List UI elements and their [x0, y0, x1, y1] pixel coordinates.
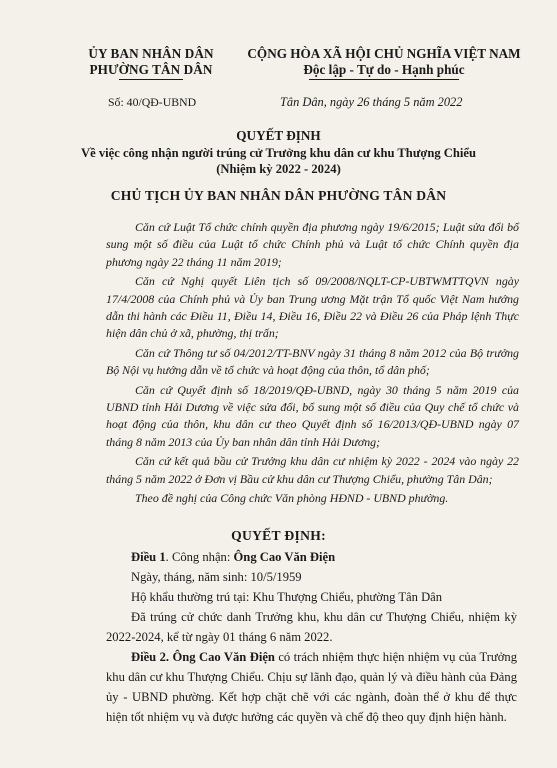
- legal-basis: Theo đề nghị của Công chức Văn phòng HĐND - UBND phường.: [135, 491, 449, 506]
- document-subject: [0, 145, 557, 177]
- document-title: QUYẾT ĐỊNH: [236, 128, 321, 143]
- legal-basis: Căn cứ Thông tư số 04/2012/TT-BNV ngày 31 tháng 8 năm 2012 của Bộ trưởng Bộ Nội vụ hướng dẫn về tổ chức và hoạt động của thôn, tổ dân phố;: [106, 345, 519, 378]
- legal-bases: [106, 219, 519, 510]
- national-motto: [238, 46, 530, 80]
- legal-basis: Căn cứ Nghị quyết Liên tịch số 09/2008/NQLT-CP-UBTWMTTQVN ngày 17/4/2008 của Chính phủ và Ủy ban Trung ương Mặt trận Tổ quốc Việt Nam hướng dẫn thi hành các Điều 11, Điều 14, Điều 16, Điều 22 và Điều 26 của Pháp lệnh Thực hiện dân chủ ở xã, phường, thị trấn;: [106, 274, 519, 341]
- place-date: Tân Dân, ngày 26 tháng 5 năm 2022: [280, 95, 463, 109]
- article-2-name: Ông Cao Văn Điện: [172, 650, 275, 664]
- appointee-elected: Đã trúng cử chức danh Trưởng khu, khu dân cư Thượng Chiểu, nhiệm kỳ 2022-2024, kể từ ngày 01 tháng 6 năm 2022.: [106, 610, 517, 644]
- authority-heading: CHỦ TỊCH ỦY BAN NHÂN DÂN PHƯỜNG TÂN DÂN: [110, 188, 447, 203]
- article-2-sep: .: [165, 650, 173, 664]
- subject-line-1: Về việc công nhận người trúng cử Trưởng khu dân cư khu Thượng Chiểu: [81, 146, 476, 160]
- issuing-authority: [58, 46, 244, 80]
- articles: [106, 547, 517, 727]
- motto: Độc lập - Tự do - Hạnh phúc: [303, 62, 465, 77]
- decision-heading: QUYẾT ĐỊNH:: [231, 528, 326, 543]
- nation-name: CỘNG HÒA XÃ HỘI CHỦ NGHĨA VIỆT NAM: [247, 46, 521, 61]
- article-2-label: Điều 2: [131, 650, 166, 664]
- org-line-1: ỦY BAN NHÂN DÂN: [88, 46, 214, 61]
- legal-basis: Căn cứ kết quả bầu cử Trưởng khu dân cư nhiệm kỳ 2022 - 2024 vào ngày 22 tháng 5 năm 2022 ở Đơn vị Bầu cử khu dân cư Thượng Chiểu, phường Tân Dân;: [106, 454, 519, 486]
- article-2-text: có trách nhiệm thực hiện nhiệm vụ của Trưởng khu dân cư khu Thượng Chiểu. Chịu sự lãnh đạo, quản lý và điều hành của Đảng ủy - UBND phường. Kết hợp chặt chẽ với các ngành, đoàn thể ở khu để thực hiện tốt nhiệm vụ và được hưởng các quyền và chế độ theo quy định hiện hành.: [106, 650, 518, 724]
- document-header: [0, 46, 557, 126]
- legal-basis: Căn cứ Quyết định số 18/2019/QĐ-UBND, ngày 30 tháng 5 năm 2019 của UBND tỉnh Hải Dương về việc sửa đổi, bổ sung một số điều của Quy chế tổ chức và hoạt động của thôn, khu dân cư theo Quyết định số 16/2013/QĐ-UBND ngày 07 tháng 8 năm 2013 của Ủy ban nhân dân tỉnh Hải Dương;: [106, 382, 519, 449]
- document-number: Số: 40/QĐ-UBND: [108, 95, 197, 109]
- appointee-residence: Hộ khẩu thường trú tại: Khu Thượng Chiểu, phường Tân Dân: [131, 590, 443, 604]
- subject-line-2: (Nhiệm kỳ 2022 - 2024): [216, 162, 341, 176]
- article-1-intro-text: . Công nhận:: [165, 550, 234, 564]
- appointee-dob: Ngày, tháng, năm sinh: 10/5/1959: [131, 570, 302, 584]
- org-line-2: PHƯỜNG TÂN DÂN: [89, 62, 213, 77]
- legal-basis: Căn cứ Luật Tổ chức chính quyền địa phương ngày 19/6/2015; Luật sửa đổi bổ sung một số điều của Luật tổ chức Chính phủ và Luật tổ chức Chính quyền địa phương ngày 22 tháng 11 năm 2019;: [106, 220, 519, 269]
- org-underline: [119, 79, 183, 80]
- appointee-name: Ông Cao Văn Điện: [233, 550, 336, 564]
- motto-underline: [309, 79, 459, 80]
- article-1-label: Điều 1: [131, 550, 166, 564]
- article-1-intro: [106, 547, 517, 567]
- article-2: [106, 647, 517, 727]
